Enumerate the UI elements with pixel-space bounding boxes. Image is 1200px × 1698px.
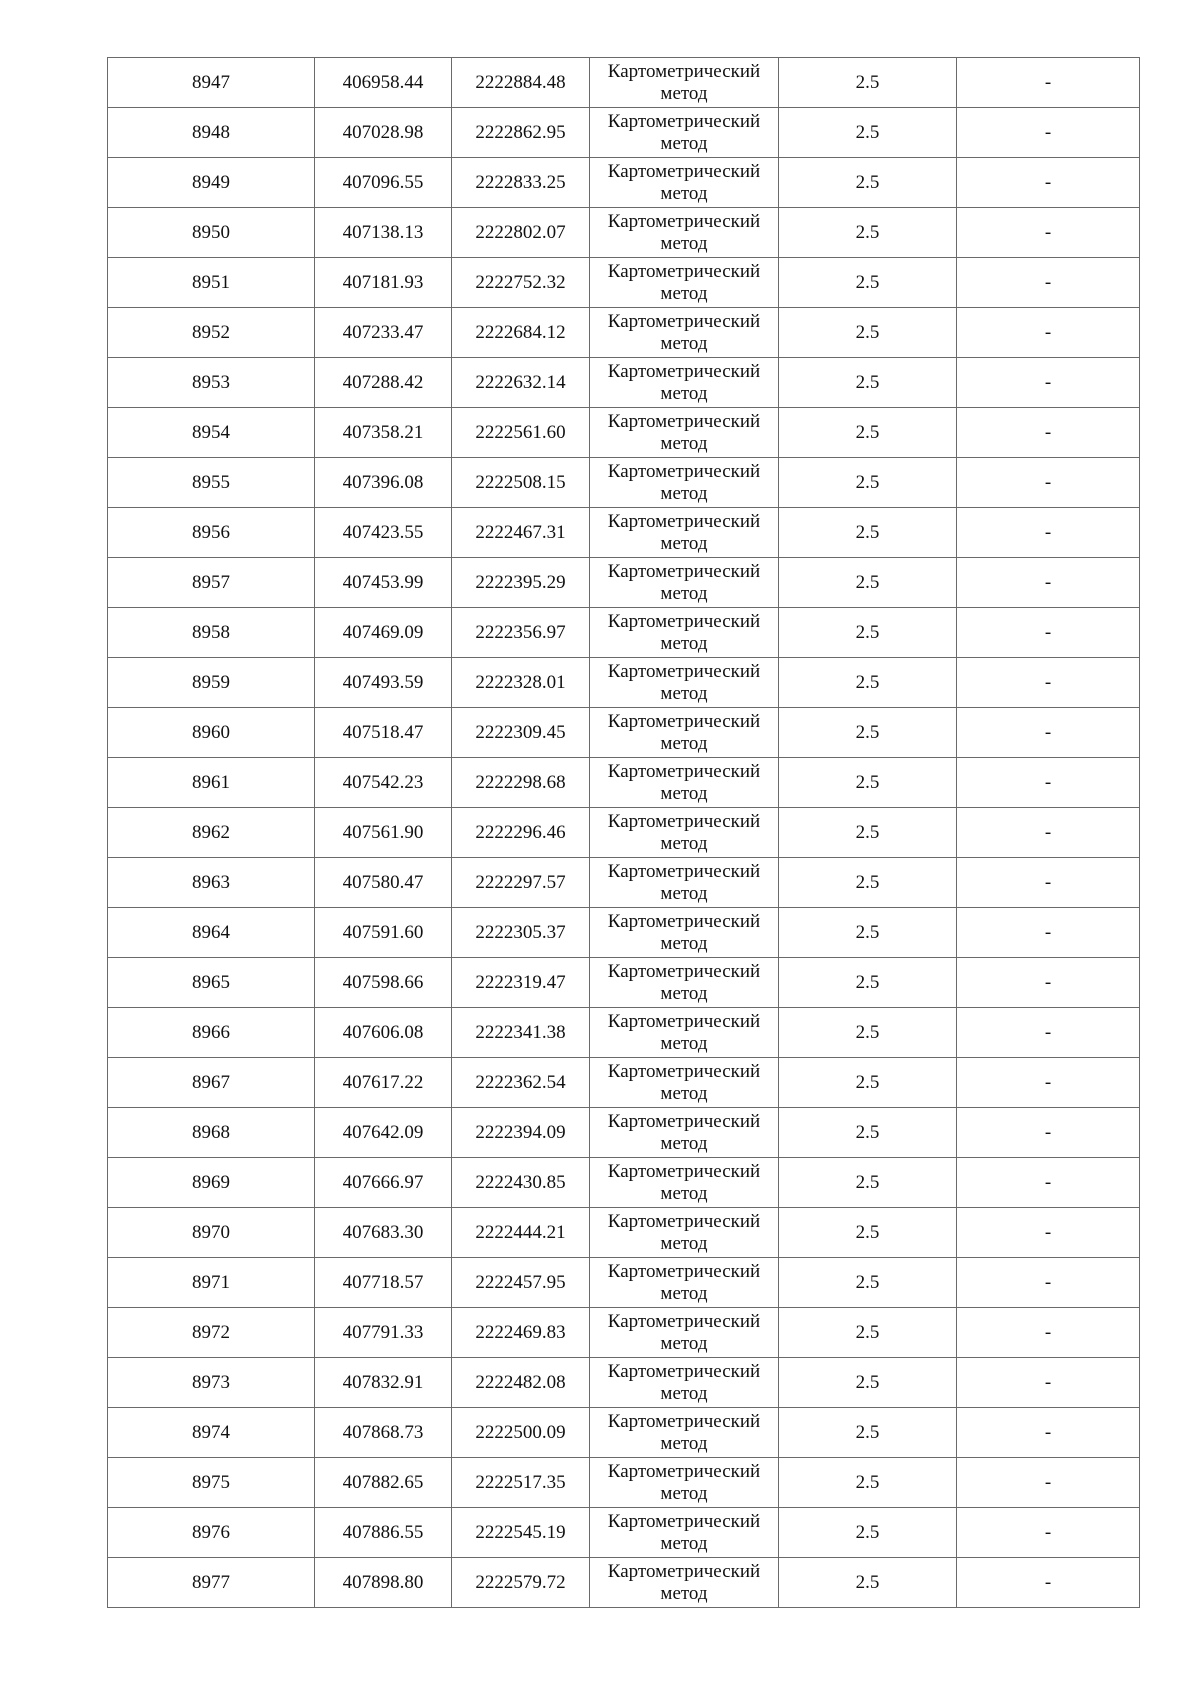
method-line-1: Картометрический <box>607 760 761 782</box>
table-row <box>108 608 1140 658</box>
point-number-cell: 8972 <box>108 1308 315 1358</box>
y-coordinate-cell: 2222684.12 <box>452 308 590 358</box>
method-cell <box>590 1358 779 1408</box>
x-coordinate-cell: 407606.08 <box>315 1008 452 1058</box>
point-number-cell: 8973 <box>108 1358 315 1408</box>
method-line-2: метод <box>660 1382 708 1404</box>
method-line-2: метод <box>660 1482 708 1504</box>
accuracy-cell: 2.5 <box>779 258 957 308</box>
method-line-2: метод <box>660 1282 708 1304</box>
note-cell: - <box>957 158 1140 208</box>
table-row <box>108 508 1140 558</box>
method-line-1: Картометрический <box>607 460 761 482</box>
y-coordinate-cell: 2222356.97 <box>452 608 590 658</box>
x-coordinate-cell: 407096.55 <box>315 158 452 208</box>
table-row <box>108 58 1140 108</box>
note-cell: - <box>957 1008 1140 1058</box>
method-line-1: Картометрический <box>607 260 761 282</box>
method-line-1: Картометрический <box>607 1360 761 1382</box>
point-number-cell: 8965 <box>108 958 315 1008</box>
point-number-cell: 8949 <box>108 158 315 208</box>
method-cell <box>590 908 779 958</box>
point-number-cell: 8950 <box>108 208 315 258</box>
coordinates-table-body <box>108 58 1140 1608</box>
x-coordinate-cell: 407469.09 <box>315 608 452 658</box>
table-row <box>108 208 1140 258</box>
method-line-2: метод <box>660 332 708 354</box>
note-cell: - <box>957 358 1140 408</box>
x-coordinate-cell: 406958.44 <box>315 58 452 108</box>
method-line-1: Картометрический <box>607 1110 761 1132</box>
x-coordinate-cell: 407396.08 <box>315 458 452 508</box>
method-cell <box>590 1258 779 1308</box>
note-cell: - <box>957 58 1140 108</box>
x-coordinate-cell: 407598.66 <box>315 958 452 1008</box>
method-line-2: метод <box>660 82 708 104</box>
accuracy-cell: 2.5 <box>779 358 957 408</box>
x-coordinate-cell: 407791.33 <box>315 1308 452 1358</box>
method-line-1: Картометрический <box>607 610 761 632</box>
method-line-1: Картометрический <box>607 110 761 132</box>
x-coordinate-cell: 407591.60 <box>315 908 452 958</box>
method-cell <box>590 358 779 408</box>
table-row <box>108 358 1140 408</box>
coordinates-table <box>107 57 1140 1608</box>
note-cell: - <box>957 558 1140 608</box>
table-row <box>108 408 1140 458</box>
table-row <box>108 858 1140 908</box>
note-cell: - <box>957 1358 1140 1408</box>
x-coordinate-cell: 407181.93 <box>315 258 452 308</box>
method-line-2: метод <box>660 382 708 404</box>
table-row <box>108 708 1140 758</box>
x-coordinate-cell: 407518.47 <box>315 708 452 758</box>
y-coordinate-cell: 2222517.35 <box>452 1458 590 1508</box>
x-coordinate-cell: 407288.42 <box>315 358 452 408</box>
point-number-cell: 8956 <box>108 508 315 558</box>
point-number-cell: 8964 <box>108 908 315 958</box>
method-line-2: метод <box>660 832 708 854</box>
point-number-cell: 8955 <box>108 458 315 508</box>
note-cell: - <box>957 258 1140 308</box>
method-line-1: Картометрический <box>607 1560 761 1582</box>
method-line-1: Картометрический <box>607 910 761 932</box>
table-row <box>108 158 1140 208</box>
note-cell: - <box>957 858 1140 908</box>
point-number-cell: 8974 <box>108 1408 315 1458</box>
accuracy-cell: 2.5 <box>779 1258 957 1308</box>
accuracy-cell: 2.5 <box>779 58 957 108</box>
accuracy-cell: 2.5 <box>779 758 957 808</box>
method-line-2: метод <box>660 232 708 254</box>
x-coordinate-cell: 407617.22 <box>315 1058 452 1108</box>
method-line-2: метод <box>660 932 708 954</box>
method-cell <box>590 1158 779 1208</box>
x-coordinate-cell: 407886.55 <box>315 1508 452 1558</box>
method-line-2: метод <box>660 132 708 154</box>
x-coordinate-cell: 407898.80 <box>315 1558 452 1608</box>
point-number-cell: 8970 <box>108 1208 315 1258</box>
method-cell <box>590 558 779 608</box>
y-coordinate-cell: 2222444.21 <box>452 1208 590 1258</box>
method-line-2: метод <box>660 182 708 204</box>
method-cell <box>590 658 779 708</box>
accuracy-cell: 2.5 <box>779 958 957 1008</box>
accuracy-cell: 2.5 <box>779 158 957 208</box>
note-cell: - <box>957 1158 1140 1208</box>
accuracy-cell: 2.5 <box>779 1008 957 1058</box>
point-number-cell: 8960 <box>108 708 315 758</box>
method-line-2: метод <box>660 1432 708 1454</box>
method-line-1: Картометрический <box>607 1060 761 1082</box>
y-coordinate-cell: 2222341.38 <box>452 1008 590 1058</box>
y-coordinate-cell: 2222362.54 <box>452 1058 590 1108</box>
table-row <box>108 1408 1140 1458</box>
method-cell <box>590 708 779 758</box>
method-line-2: метод <box>660 732 708 754</box>
y-coordinate-cell: 2222457.95 <box>452 1258 590 1308</box>
y-coordinate-cell: 2222319.47 <box>452 958 590 1008</box>
method-cell <box>590 1308 779 1358</box>
method-cell <box>590 108 779 158</box>
table-row <box>108 1008 1140 1058</box>
x-coordinate-cell: 407666.97 <box>315 1158 452 1208</box>
method-line-1: Картометрический <box>607 1410 761 1432</box>
method-line-2: метод <box>660 632 708 654</box>
x-coordinate-cell: 407542.23 <box>315 758 452 808</box>
accuracy-cell: 2.5 <box>779 1458 957 1508</box>
y-coordinate-cell: 2222752.32 <box>452 258 590 308</box>
method-line-1: Картометрический <box>607 860 761 882</box>
method-line-1: Картометрический <box>607 410 761 432</box>
accuracy-cell: 2.5 <box>779 658 957 708</box>
method-line-1: Картометрический <box>607 160 761 182</box>
note-cell: - <box>957 1558 1140 1608</box>
point-number-cell: 8951 <box>108 258 315 308</box>
point-number-cell: 8962 <box>108 808 315 858</box>
method-line-1: Картометрический <box>607 310 761 332</box>
y-coordinate-cell: 2222862.95 <box>452 108 590 158</box>
method-line-2: метод <box>660 1332 708 1354</box>
note-cell: - <box>957 408 1140 458</box>
note-cell: - <box>957 308 1140 358</box>
note-cell: - <box>957 458 1140 508</box>
method-line-1: Картометрический <box>607 560 761 582</box>
note-cell: - <box>957 1408 1140 1458</box>
method-cell <box>590 1508 779 1558</box>
accuracy-cell: 2.5 <box>779 108 957 158</box>
accuracy-cell: 2.5 <box>779 1558 957 1608</box>
method-cell <box>590 208 779 258</box>
table-row <box>108 1458 1140 1508</box>
method-line-2: метод <box>660 582 708 604</box>
method-line-2: метод <box>660 1582 708 1604</box>
note-cell: - <box>957 508 1140 558</box>
method-line-2: метод <box>660 982 708 1004</box>
note-cell: - <box>957 708 1140 758</box>
x-coordinate-cell: 407718.57 <box>315 1258 452 1308</box>
accuracy-cell: 2.5 <box>779 908 957 958</box>
method-line-1: Картометрический <box>607 360 761 382</box>
method-cell <box>590 1558 779 1608</box>
method-line-1: Картометрический <box>607 960 761 982</box>
accuracy-cell: 2.5 <box>779 808 957 858</box>
point-number-cell: 8959 <box>108 658 315 708</box>
x-coordinate-cell: 407882.65 <box>315 1458 452 1508</box>
point-number-cell: 8967 <box>108 1058 315 1108</box>
method-line-2: метод <box>660 482 708 504</box>
method-cell <box>590 1008 779 1058</box>
method-line-2: метод <box>660 1132 708 1154</box>
note-cell: - <box>957 958 1140 1008</box>
method-line-1: Картометрический <box>607 810 761 832</box>
point-number-cell: 8953 <box>108 358 315 408</box>
y-coordinate-cell: 2222394.09 <box>452 1108 590 1158</box>
accuracy-cell: 2.5 <box>779 1508 957 1558</box>
point-number-cell: 8966 <box>108 1008 315 1058</box>
y-coordinate-cell: 2222309.45 <box>452 708 590 758</box>
method-cell <box>590 758 779 808</box>
accuracy-cell: 2.5 <box>779 1408 957 1458</box>
method-line-1: Картометрический <box>607 1210 761 1232</box>
table-row <box>108 908 1140 958</box>
accuracy-cell: 2.5 <box>779 308 957 358</box>
point-number-cell: 8954 <box>108 408 315 458</box>
x-coordinate-cell: 407683.30 <box>315 1208 452 1258</box>
accuracy-cell: 2.5 <box>779 708 957 758</box>
table-row <box>108 108 1140 158</box>
note-cell: - <box>957 208 1140 258</box>
accuracy-cell: 2.5 <box>779 1058 957 1108</box>
x-coordinate-cell: 407358.21 <box>315 408 452 458</box>
method-cell <box>590 858 779 908</box>
note-cell: - <box>957 808 1140 858</box>
method-cell <box>590 258 779 308</box>
accuracy-cell: 2.5 <box>779 1108 957 1158</box>
point-number-cell: 8975 <box>108 1458 315 1508</box>
y-coordinate-cell: 2222632.14 <box>452 358 590 408</box>
table-row <box>108 1158 1140 1208</box>
y-coordinate-cell: 2222802.07 <box>452 208 590 258</box>
note-cell: - <box>957 1458 1140 1508</box>
method-line-2: метод <box>660 1532 708 1554</box>
x-coordinate-cell: 407580.47 <box>315 858 452 908</box>
note-cell: - <box>957 608 1140 658</box>
table-row <box>108 1108 1140 1158</box>
x-coordinate-cell: 407832.91 <box>315 1358 452 1408</box>
table-row <box>108 1058 1140 1108</box>
y-coordinate-cell: 2222500.09 <box>452 1408 590 1458</box>
y-coordinate-cell: 2222328.01 <box>452 658 590 708</box>
method-cell <box>590 458 779 508</box>
method-line-1: Картометрический <box>607 60 761 82</box>
accuracy-cell: 2.5 <box>779 458 957 508</box>
note-cell: - <box>957 658 1140 708</box>
note-cell: - <box>957 1258 1140 1308</box>
accuracy-cell: 2.5 <box>779 1358 957 1408</box>
method-line-2: метод <box>660 1232 708 1254</box>
point-number-cell: 8958 <box>108 608 315 658</box>
method-line-1: Картометрический <box>607 210 761 232</box>
table-row <box>108 1508 1140 1558</box>
point-number-cell: 8976 <box>108 1508 315 1558</box>
method-line-1: Картометрический <box>607 1260 761 1282</box>
y-coordinate-cell: 2222430.85 <box>452 1158 590 1208</box>
method-line-2: метод <box>660 282 708 304</box>
note-cell: - <box>957 1208 1140 1258</box>
point-number-cell: 8969 <box>108 1158 315 1208</box>
accuracy-cell: 2.5 <box>779 558 957 608</box>
x-coordinate-cell: 407028.98 <box>315 108 452 158</box>
y-coordinate-cell: 2222561.60 <box>452 408 590 458</box>
x-coordinate-cell: 407868.73 <box>315 1408 452 1458</box>
method-line-1: Картометрический <box>607 1460 761 1482</box>
table-row <box>108 458 1140 508</box>
y-coordinate-cell: 2222884.48 <box>452 58 590 108</box>
point-number-cell: 8963 <box>108 858 315 908</box>
method-line-1: Картометрический <box>607 510 761 532</box>
note-cell: - <box>957 908 1140 958</box>
accuracy-cell: 2.5 <box>779 1308 957 1358</box>
table-row <box>108 558 1140 608</box>
method-cell <box>590 58 779 108</box>
method-cell <box>590 508 779 558</box>
y-coordinate-cell: 2222833.25 <box>452 158 590 208</box>
y-coordinate-cell: 2222482.08 <box>452 1358 590 1408</box>
x-coordinate-cell: 407233.47 <box>315 308 452 358</box>
table-row <box>108 308 1140 358</box>
table-row <box>108 1308 1140 1358</box>
table-row <box>108 1208 1140 1258</box>
table-row <box>108 1358 1140 1408</box>
x-coordinate-cell: 407453.99 <box>315 558 452 608</box>
point-number-cell: 8968 <box>108 1108 315 1158</box>
table-row <box>108 808 1140 858</box>
table-row <box>108 758 1140 808</box>
method-line-2: метод <box>660 432 708 454</box>
y-coordinate-cell: 2222508.15 <box>452 458 590 508</box>
method-cell <box>590 1458 779 1508</box>
accuracy-cell: 2.5 <box>779 408 957 458</box>
method-cell <box>590 958 779 1008</box>
note-cell: - <box>957 1308 1140 1358</box>
x-coordinate-cell: 407423.55 <box>315 508 452 558</box>
method-line-2: метод <box>660 1032 708 1054</box>
table-row <box>108 1258 1140 1308</box>
method-cell <box>590 1408 779 1458</box>
point-number-cell: 8961 <box>108 758 315 808</box>
note-cell: - <box>957 1108 1140 1158</box>
y-coordinate-cell: 2222296.46 <box>452 808 590 858</box>
x-coordinate-cell: 407642.09 <box>315 1108 452 1158</box>
point-number-cell: 8971 <box>108 1258 315 1308</box>
accuracy-cell: 2.5 <box>779 858 957 908</box>
method-cell <box>590 158 779 208</box>
method-cell <box>590 1058 779 1108</box>
y-coordinate-cell: 2222469.83 <box>452 1308 590 1358</box>
method-cell <box>590 808 779 858</box>
y-coordinate-cell: 2222395.29 <box>452 558 590 608</box>
x-coordinate-cell: 407138.13 <box>315 208 452 258</box>
method-cell <box>590 1208 779 1258</box>
table-row <box>108 1558 1140 1608</box>
point-number-cell: 8977 <box>108 1558 315 1608</box>
table-row <box>108 958 1140 1008</box>
y-coordinate-cell: 2222298.68 <box>452 758 590 808</box>
method-line-1: Картометрический <box>607 660 761 682</box>
method-line-1: Картометрический <box>607 1310 761 1332</box>
accuracy-cell: 2.5 <box>779 1208 957 1258</box>
method-line-2: метод <box>660 882 708 904</box>
y-coordinate-cell: 2222579.72 <box>452 1558 590 1608</box>
method-line-2: метод <box>660 532 708 554</box>
note-cell: - <box>957 1058 1140 1108</box>
accuracy-cell: 2.5 <box>779 1158 957 1208</box>
method-line-2: метод <box>660 1082 708 1104</box>
y-coordinate-cell: 2222297.57 <box>452 858 590 908</box>
note-cell: - <box>957 758 1140 808</box>
y-coordinate-cell: 2222305.37 <box>452 908 590 958</box>
accuracy-cell: 2.5 <box>779 608 957 658</box>
method-line-1: Картометрический <box>607 1160 761 1182</box>
table-row <box>108 258 1140 308</box>
method-cell <box>590 608 779 658</box>
point-number-cell: 8947 <box>108 58 315 108</box>
y-coordinate-cell: 2222545.19 <box>452 1508 590 1558</box>
point-number-cell: 8948 <box>108 108 315 158</box>
x-coordinate-cell: 407493.59 <box>315 658 452 708</box>
accuracy-cell: 2.5 <box>779 208 957 258</box>
method-cell <box>590 308 779 358</box>
method-line-2: метод <box>660 682 708 704</box>
method-line-1: Картометрический <box>607 710 761 732</box>
method-line-1: Картометрический <box>607 1010 761 1032</box>
note-cell: - <box>957 108 1140 158</box>
accuracy-cell: 2.5 <box>779 508 957 558</box>
table-row <box>108 658 1140 708</box>
point-number-cell: 8957 <box>108 558 315 608</box>
point-number-cell: 8952 <box>108 308 315 358</box>
method-cell <box>590 1108 779 1158</box>
method-line-2: метод <box>660 782 708 804</box>
x-coordinate-cell: 407561.90 <box>315 808 452 858</box>
note-cell: - <box>957 1508 1140 1558</box>
method-line-1: Картометрический <box>607 1510 761 1532</box>
method-cell <box>590 408 779 458</box>
y-coordinate-cell: 2222467.31 <box>452 508 590 558</box>
method-line-2: метод <box>660 1182 708 1204</box>
